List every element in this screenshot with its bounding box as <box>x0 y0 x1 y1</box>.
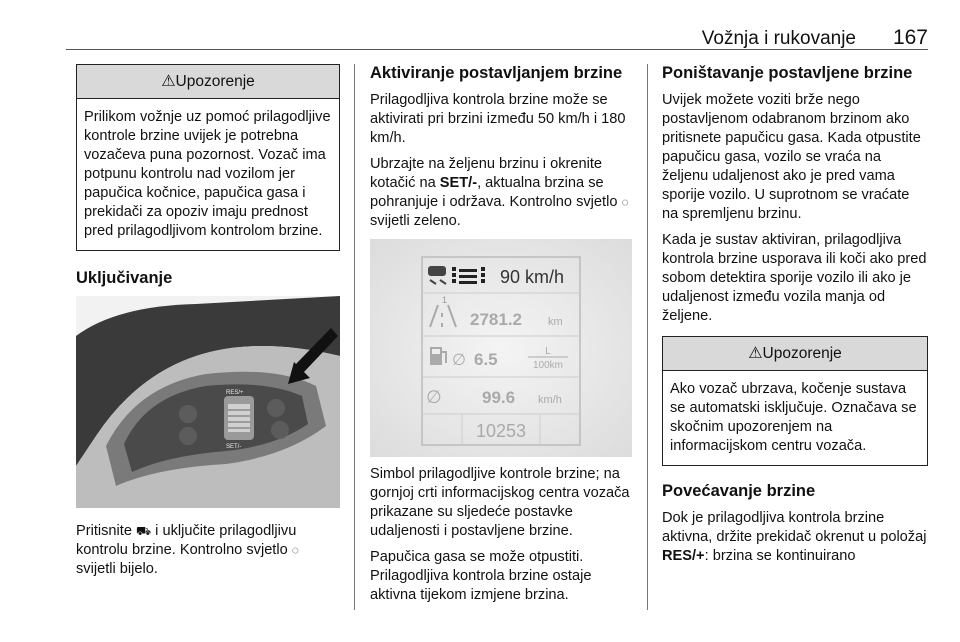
paragraph: Ubrzajte na željenu brzinu i okrenite kotačić na SET/-, aktualna brzina se pohranjuje i održava. Kontrolno svjetlo ◌ svijetli zeleno. <box>370 156 629 229</box>
section-heading: Povećavanje brzine <box>662 482 816 500</box>
section-heading: Poništavanje postavljene brzine <box>662 64 913 82</box>
column-divider <box>647 64 648 610</box>
paragraph: Prilagodljiva kontrola brzine može se aktivirati pri brzini između 50 km/h i 180 km/h. <box>370 92 626 146</box>
set-speed-readout: 90 km/h <box>500 267 565 287</box>
trip-number: 1 <box>442 295 448 305</box>
warning-title <box>77 65 339 99</box>
acc-on-icon: ⛟ <box>136 524 152 538</box>
speedometer-icon: ◌ <box>291 543 299 557</box>
distance-readout: 2781.2 <box>470 310 522 329</box>
speedometer-icon: ◌ <box>621 195 629 209</box>
page-number: 167 <box>892 26 928 49</box>
warning-triangle-icon: ⚠ <box>748 345 763 362</box>
paragraph: Simbol prilagodljive kontrole brzine; na gornjoj crti informacijskog centra vozača prikazane su sljedeće postavke udaljenosti i postavljene brzine. <box>370 466 630 539</box>
res-label: RES/+ <box>226 390 244 396</box>
paragraph: Uvijek možete voziti brže nego postavljenom odabranom brzinom ako pritisnete papučicu gasa. Kada otpustite papučicu gasa, vozilo se vraća na željenu udaljenost ako je pred vama sporije vozilo. U suprotnom se vraćate na spremljenu brzinu. <box>662 92 921 222</box>
fuel-unit-bottom: 100km <box>532 360 564 371</box>
paragraph: Dok je prilagodljiva kontrola brzine aktivna, držite prekidač okrenut u položaj RES/+: brzina se kontinuirano <box>662 510 927 564</box>
paragraph: Papučica gasa se može otpustiti. Prilagodljiva kontrola brzine ostaje aktivna tijekom izmjene brzina. <box>370 549 592 603</box>
avg-speed-readout: 99.6 <box>482 388 516 407</box>
warning-triangle-icon: ⚠ <box>161 73 176 90</box>
fuel-unit-top: L <box>545 346 551 357</box>
section-heading: Uključivanje <box>76 269 173 287</box>
warning-title-text: Upozorenje <box>175 73 255 90</box>
paragraph: Kada je sustav aktiviran, prilagodljiva kontrola brzine usporava ili koči ako pred sobom detektira sporije vozilo ili ako je udaljenost između vozila manja od željene. <box>662 232 927 324</box>
fuel-consumption-readout: 6.5 <box>474 350 498 369</box>
column-left <box>76 64 340 586</box>
warning-title <box>663 337 927 371</box>
avg-symbol-icon: ∅ <box>426 387 442 407</box>
column-middle <box>370 64 632 612</box>
paragraph: Pritisnite ⛟ i uključite prilagodljivu kontrolu brzine. Kontrolno svjetlo ◌ svijetli bijelo. <box>76 523 299 577</box>
avg-speed-unit: km/h <box>538 394 562 406</box>
steering-wheel-photo <box>76 296 340 508</box>
warning-text: Prilikom vožnje uz pomoć prilagodljive kontrole brzine uvijek je potrebna vozačeva puna pozornost. Vozač ima potpunu kontrolu nad vozilom jer papučica kočnice, papučica gasa i prekidači za opoziv imaju prednost pred prilagodljivom kontrolom brzine. <box>84 109 331 239</box>
warning-title-text: Upozorenje <box>762 345 842 362</box>
section-heading: Aktiviranje postavljanjem brzine <box>370 64 623 82</box>
header-rule <box>66 49 928 50</box>
driver-info-display <box>370 239 632 457</box>
set-label: SET/- <box>226 444 242 450</box>
section-title: Vožnja i rukovanje <box>701 28 856 49</box>
column-right <box>662 64 928 573</box>
distance-unit: km <box>548 316 563 328</box>
avg-symbol-icon: ∅ <box>452 352 466 369</box>
page-header <box>66 24 928 50</box>
column-divider <box>354 64 355 610</box>
warning-text: Ako vozač ubrzava, kočenje sustava se automatski isključuje. Označava se skočnim upozorenjem na informacijskom centru vozača. <box>670 381 917 454</box>
warning-box <box>76 64 340 251</box>
odometer-readout: 10253 <box>475 421 527 441</box>
warning-box <box>662 336 928 466</box>
